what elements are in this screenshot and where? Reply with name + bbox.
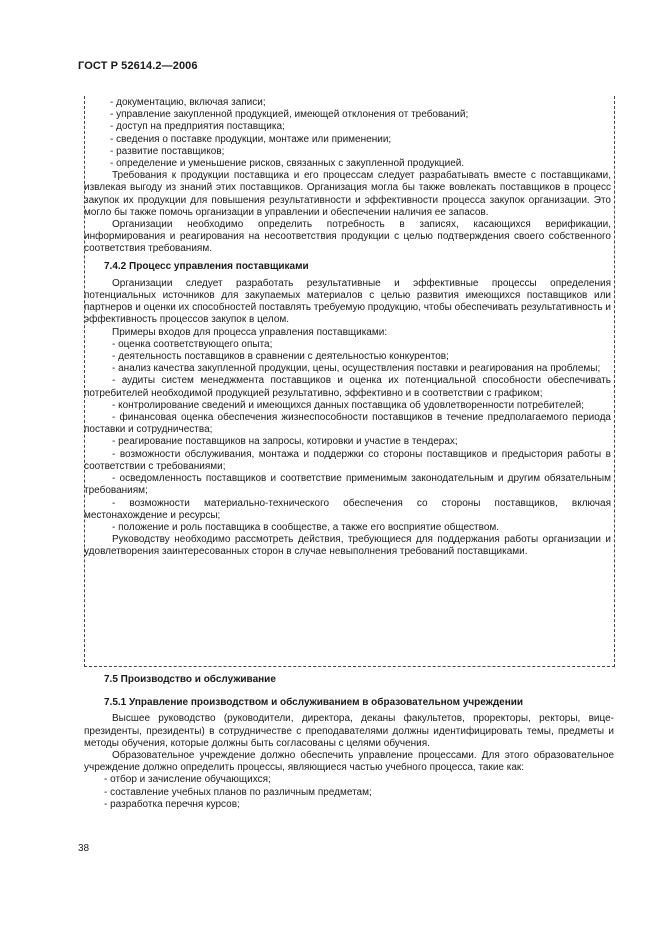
list-item: - документацию, включая записи; [110, 97, 266, 108]
section-742-title: 7.4.2 Процесс управления поставщиками [104, 260, 309, 272]
section-75-title: 7.5 Производство и обслуживание [104, 674, 276, 685]
list-item: - анализ качества закупленной продукции, цены, осуществления поставки и реагирования на проблемы; [112, 363, 601, 375]
list-item: - развитие поставщиков; [110, 145, 225, 157]
list-item: - осведомленность поставщиков и соответствие применимым законодательным и другим обязательным требованиям; [84, 473, 611, 497]
list-item: - аудиты систем менеджмента поставщиков и оценка их потенциальной способности обеспечивать потребителей необходимой продукцией результативно, эффективно и в соответствии с графиком; [84, 375, 611, 399]
paragraph-742: Организации следует разработать результативные и эффективные процессы определения потенциальных источников для закупаемых материалов с целью развития имеющихся поставщиков или партнеров и оценки их способностей поставлять требуемую продукцию, чтобы обеспечивать результативность и эффективность процессов закупок в целом. [84, 277, 611, 326]
page-number: 38 [78, 843, 90, 854]
paragraph-requirements: Требования к продукции поставщика и его процессам следует разрабатывать вместе с поставщиками, извлекая выгоду из знаний этих поставщиков. Организация могла бы также вовлекать поставщиков в процесс закупок их продукции для повышения результативности и эффективности процесса закупок организации. Это могло бы также помочь организации в управлении и обеспечении наличия ее запасов. [84, 170, 611, 218]
bullet-list-c [84, 774, 614, 811]
list-item: - возможности обслуживания, монтажа и поддержки со стороны поставщиков и предыстория работы в соответствии с требованиями; [84, 448, 611, 472]
framed-content [84, 97, 611, 559]
paragraph-leadership: Руководству необходимо рассмотреть действия, требующиеся для поддержания работы организации и удовлетворения заинтересованных сторон в случае невыполнения требований поставщиками. [84, 534, 611, 558]
list-item: - разработка перечня курсов; [104, 798, 240, 810]
list-item: - доступ на предприятия поставщика; [110, 121, 285, 133]
paragraph-751-b: Образовательное учреждение должно обеспечить управление процессами. Для этого образовательное учреждение должно определить процессы, являющиеся частью учебного процесса, такие как: [84, 750, 614, 774]
list-item: - определение и уменьшение рисков, связанных с закупленной продукцией. [110, 158, 465, 170]
list-item: - реагирование поставщиков на запросы, котировки и участие в тендерах; [112, 436, 458, 448]
list-item: - контролирование сведений и имеющихся данных поставщика об удовлетворенности потребителей; [112, 399, 584, 411]
list-item: - отбор и зачисление обучающихся; [104, 774, 271, 786]
list-item: - возможности материально-технического обеспечения со стороны поставщиков, включая местонахождение и ресурсы; [84, 497, 611, 521]
list-item: - оценка соответствующего опыта; [112, 338, 273, 350]
list-item: - составление учебных планов по различным предметам; [104, 786, 372, 798]
paragraph-751-a: Высшее руководство (руководители, директора, деканы факультетов, проректоры, ректоры, вице-президенты, президенты) в сотрудничестве с преподавателями должны идентифицировать темы, предметы и методы обучения, которые должны быть согласованы с целями обучения. [84, 713, 614, 749]
list-item: - управление закупленной продукцией, имеющей отклонения от требований; [110, 109, 469, 121]
section-751-title: 7.5.1 Управление производством и обслуживанием в образовательном учреждении [104, 697, 524, 709]
bullet-list-a [84, 97, 611, 170]
list-item: - деятельность поставщиков в сравнении с деятельностью конкурентов; [112, 351, 449, 363]
list-item: - положение и роль поставщика в сообществе, а также его восприятие обществом. [112, 521, 500, 533]
lower-content [84, 674, 614, 811]
document-header: ГОСТ Р 52614.2—2006 [78, 60, 198, 72]
paragraph-records: Организации необходимо определить потребность в записях, касающихся верификации, информирования и реагирования на несоответствия продукции с целью подтверждения своего собственного соответствия требованиям. [84, 219, 611, 255]
list-item: - финансовая оценка обеспечения жизнеспособности поставщиков в течение предполагаемого периода поставки и сотрудничества; [84, 412, 611, 436]
inputs-intro: Примеры входов для процесса управления поставщиками: [112, 326, 388, 338]
bullet-list-b [84, 339, 611, 534]
list-item: - сведения о поставке продукции, монтаже или применении; [110, 133, 392, 145]
